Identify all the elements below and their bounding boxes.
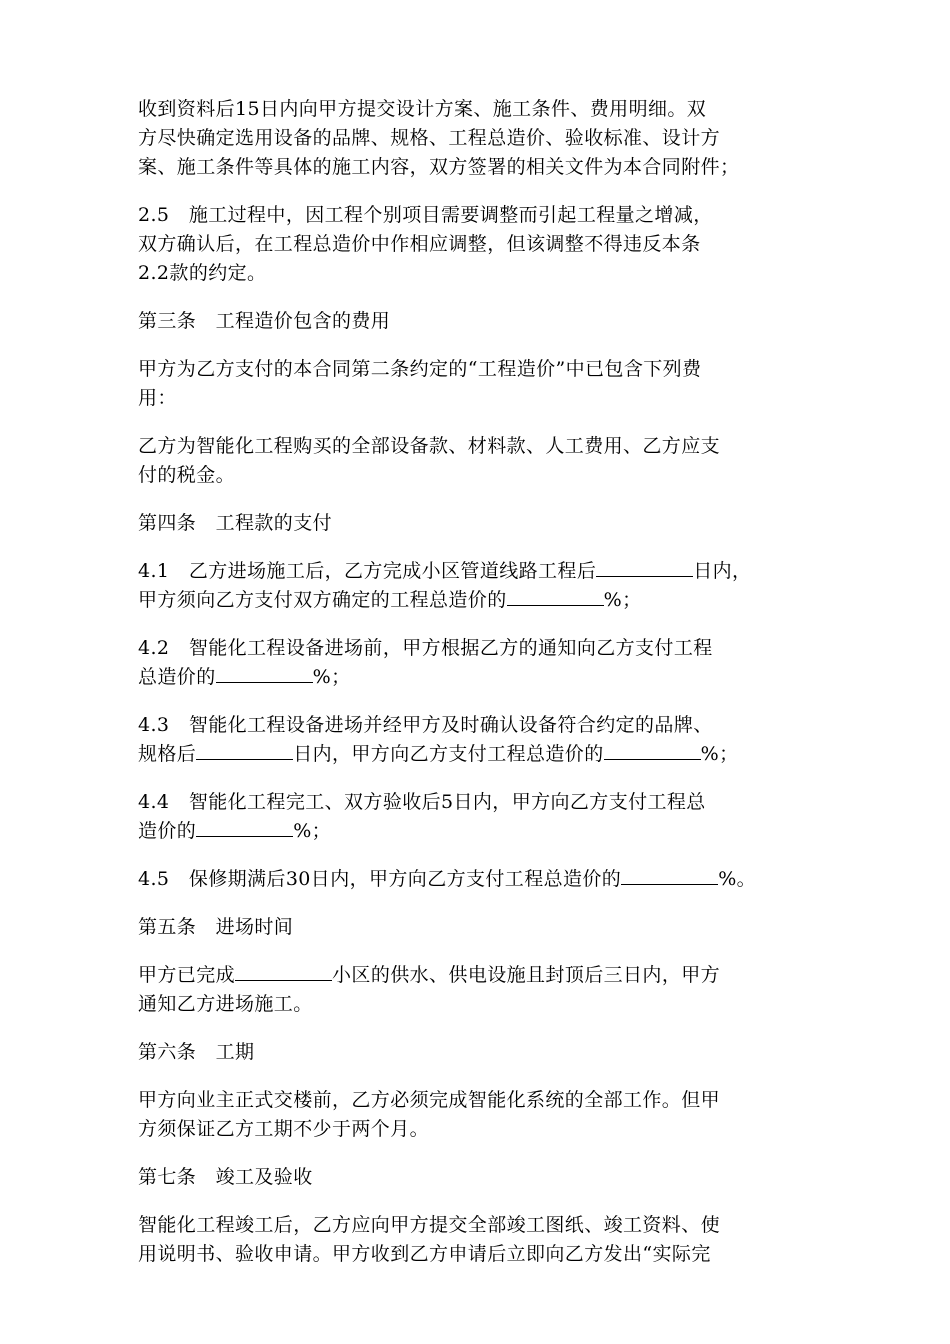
heading-text: 第五条 进场时间 <box>138 916 294 938</box>
heading-text: 第六条 工期 <box>138 1041 255 1063</box>
text-segment: 规格后 <box>138 743 197 765</box>
text-line: 收到资料后15日内向甲方提交设计方案、施工条件、费用明细。双 <box>138 98 707 120</box>
text-line: 2.2款的约定。 <box>138 262 267 284</box>
section-heading-article-6 <box>138 1038 828 1067</box>
text-segment: 小区的供水、供电设施且封顶后三日内，甲方 <box>332 964 721 986</box>
fill-in-blank[interactable] <box>596 558 693 577</box>
text-segment: %； <box>700 743 739 765</box>
fill-in-blank[interactable] <box>507 587 604 606</box>
paragraph-completion-acceptance <box>138 1211 828 1269</box>
paragraph-design-plan <box>138 95 828 182</box>
text-segment: %； <box>293 820 332 842</box>
section-heading-article-7 <box>138 1163 828 1192</box>
heading-text: 第四条 工程款的支付 <box>138 512 333 534</box>
heading-text: 第七条 竣工及验收 <box>138 1166 313 1188</box>
paragraph-clause-4-4 <box>138 788 828 846</box>
text-line: 付的税金。 <box>138 464 236 486</box>
text-segment: %； <box>312 666 351 688</box>
fill-in-blank[interactable] <box>196 818 293 837</box>
text-line: 双方确认后，在工程总造价中作相应调整，但该调整不得违反本条 <box>138 233 701 255</box>
paragraph-entry-time <box>138 961 828 1019</box>
text-segment: 通知乙方进场施工。 <box>138 993 313 1015</box>
text-line: 2.5 施工过程中，因工程个别项目需要调整而引起工程量之增减， <box>138 204 713 226</box>
text-segment: %。 <box>718 868 757 890</box>
text-line: 乙方为智能化工程购买的全部设备款、材料款、人工费用、乙方应支 <box>138 435 721 457</box>
paragraph-clause-4-3 <box>138 711 828 769</box>
text-segment: 4.2 智能化工程设备进场前，甲方根据乙方的通知向乙方支付工程 <box>138 637 713 659</box>
document-page <box>138 95 828 1288</box>
heading-text: 第三条 工程造价包含的费用 <box>138 310 391 332</box>
paragraph-cost-items <box>138 432 828 490</box>
text-segment: 总造价的 <box>138 666 216 688</box>
text-segment: 日内，甲方向乙方支付工程总造价的 <box>293 743 604 765</box>
text-line: 方须保证乙方工期不少于两个月。 <box>138 1118 430 1140</box>
text-segment: 甲方须向乙方支付双方确定的工程总造价的 <box>138 589 507 611</box>
text-segment: 4.3 智能化工程设备进场并经甲方及时确认设备符合约定的品牌、 <box>138 714 713 736</box>
paragraph-clause-2-5 <box>138 201 828 288</box>
text-line: 用： <box>138 387 177 409</box>
text-line: 甲方向业主正式交楼前，乙方必须完成智能化系统的全部工作。但甲 <box>138 1089 721 1111</box>
text-line: 智能化工程竣工后，乙方应向甲方提交全部竣工图纸、竣工资料、使 <box>138 1214 721 1236</box>
text-segment: 甲方已完成 <box>138 964 236 986</box>
text-segment: %； <box>603 589 642 611</box>
paragraph-construction-period <box>138 1086 828 1144</box>
section-heading-article-3 <box>138 307 828 336</box>
fill-in-blank[interactable] <box>621 866 718 885</box>
text-segment: 日内， <box>693 560 752 582</box>
paragraph-clause-4-2 <box>138 634 828 692</box>
fill-in-blank[interactable] <box>196 741 293 760</box>
text-line: 甲方为乙方支付的本合同第二条约定的“工程造价”中已包含下列费 <box>138 358 702 380</box>
text-segment: 4.1 乙方进场施工后，乙方完成小区管道线路工程后 <box>138 560 597 582</box>
text-line: 方尽快确定选用设备的品牌、规格、工程总造价、验收标准、设计方 <box>138 127 721 149</box>
paragraph-cost-included <box>138 355 828 413</box>
fill-in-blank[interactable] <box>604 741 701 760</box>
section-heading-article-5 <box>138 913 828 942</box>
paragraph-clause-4-1 <box>138 557 828 615</box>
fill-in-blank[interactable] <box>235 962 332 981</box>
section-heading-article-4 <box>138 509 828 538</box>
paragraph-clause-4-5 <box>138 865 828 894</box>
fill-in-blank[interactable] <box>216 664 313 683</box>
text-line: 案、施工条件等具体的施工内容，双方签署的相关文件为本合同附件； <box>138 156 740 178</box>
text-segment: 造价的 <box>138 820 197 842</box>
text-line: 用说明书、验收申请。甲方收到乙方申请后立即向乙方发出“实际完 <box>138 1243 711 1265</box>
text-segment: 4.4 智能化工程完工、双方验收后5日内，甲方向乙方支付工程总 <box>138 791 706 813</box>
text-segment: 4.5 保修期满后30日内，甲方向乙方支付工程总造价的 <box>138 868 622 890</box>
